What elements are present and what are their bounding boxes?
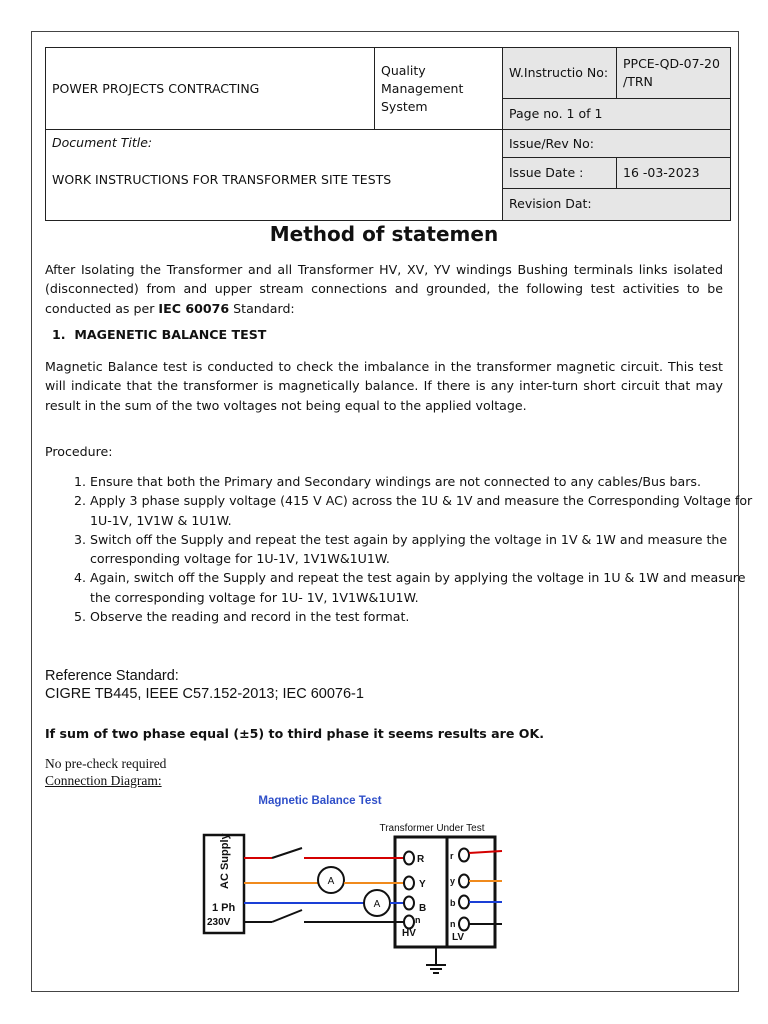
hv-terminal-r — [404, 852, 414, 865]
voltage-label: 230V — [207, 917, 231, 928]
lv-red-wire — [469, 851, 502, 853]
document-title-cell — [46, 130, 503, 221]
diagram-subtitle: Transformer Under Test — [379, 823, 485, 834]
wi-number-label: W.Instructio No: — [503, 48, 617, 99]
hv-terminal-b — [404, 897, 414, 910]
lv-label-b: b — [450, 898, 456, 908]
hv-label-b: B — [419, 903, 427, 914]
document-header-table — [45, 47, 731, 221]
company-name: POWER PROJECTS CONTRACTING — [46, 48, 375, 130]
lv-label-r: r — [450, 851, 454, 861]
issue-rev-label: Issue/Rev No: — [503, 130, 731, 157]
ac-supply-label: AC Supply — [219, 833, 231, 889]
section-heading — [52, 327, 266, 342]
hv-terminal-y — [404, 877, 414, 890]
hv-label-y: Y — [419, 879, 426, 890]
section-description: Magnetic Balance test is conducted to check the imbalance in the transformer magnetic circuit. This test will indicate that the transformer is magnetically balance. If there is any inter-turn short circuit that may result in the sum of the two voltages not being equal to the applied voltage. — [45, 359, 723, 413]
lv-terminal-b — [459, 896, 469, 909]
precheck-note: No pre-check required — [45, 756, 167, 771]
issue-date-value: 16 -03-2023 — [617, 157, 731, 188]
reference-standard — [45, 667, 364, 703]
procedure-label: Procedure: — [45, 444, 113, 459]
qms-label: Quality Management System — [375, 48, 503, 130]
page-number: Page no. 1 of 1 — [503, 99, 731, 130]
intro-text-end: Standard: — [229, 300, 295, 316]
lv-terminal-r — [459, 849, 469, 862]
issue-date-label: Issue Date : — [503, 157, 617, 188]
lv-label-y: y — [450, 876, 456, 886]
ammeter-label: A — [373, 899, 381, 910]
lv-terminal-y — [459, 875, 469, 888]
ammeter-label: A — [327, 876, 335, 887]
hv-label-n: n — [415, 915, 421, 925]
procedure-step: 5. Observe the reading and record in the test format. — [90, 607, 768, 626]
procedure-step: 2. Apply 3 phase supply voltage (415 V AC) across the 1U & 1V and measure the Corresponding Voltage for 1U-1V, 1V1W & 1U1W. — [90, 491, 768, 530]
hv-label: HV — [402, 928, 416, 939]
connection-diagram — [190, 785, 510, 980]
intro-text: After Isolating the Transformer and all Transformer HV, XV, YV windings Bushing terminals links isolated (disconnected) from and upper stream connections and grounded, the following test activities to be conducted as per — [45, 262, 723, 316]
switch-neutral — [272, 910, 302, 922]
document-title-label: Document Title: — [52, 135, 153, 151]
lv-terminal-n — [459, 918, 469, 931]
section-heading-text: MAGENETIC BALANCE TEST — [74, 327, 267, 342]
reference-label: Reference Standard: — [45, 668, 179, 684]
procedure-step: 1. Ensure that both the Primary and Secondary windings are not connected to any cables/Bus bars. — [90, 472, 768, 491]
document-title: WORK INSTRUCTIONS FOR TRANSFORMER SITE TESTS — [52, 172, 392, 188]
hv-label-r: R — [417, 854, 425, 865]
switch-red — [272, 848, 302, 858]
revision-date-label: Revision Dat: — [503, 188, 731, 220]
wi-number-value: PPCE-QD-07-20 /TRN — [617, 48, 731, 99]
page-title: Method of statemen — [269, 222, 499, 246]
section-number: 1. — [52, 327, 66, 342]
intro-standard: IEC 60076 — [158, 300, 230, 316]
procedure-step: 3. Switch off the Supply and repeat the test again by applying the voltage in 1V & 1W and measure the corresponding voltage for 1U-1V, 1V1W&1U1W. — [90, 530, 768, 569]
phase-label: 1 Ph — [212, 902, 236, 914]
precheck-block — [45, 755, 166, 789]
lv-label-n: n — [450, 919, 456, 929]
intro-paragraph — [45, 260, 723, 318]
connection-diagram-label: Connection Diagram: — [45, 773, 162, 788]
procedure-steps — [45, 472, 768, 626]
reference-value: CIGRE TB445, IEEE C57.152-2013; IEC 60076-1 — [45, 686, 364, 702]
result-note: If sum of two phase equal (±5) to third phase it seems results are OK. — [45, 726, 545, 741]
diagram-title: Magnetic Balance Test — [258, 795, 382, 807]
procedure-step: 4. Again, switch off the Supply and repeat the test again by applying the voltage in 1U & 1W and measure the corresponding voltage for 1U- 1V, 1V1W&1U1W. — [90, 568, 768, 607]
lv-label: LV — [452, 932, 465, 943]
hv-terminal-n — [404, 916, 414, 929]
